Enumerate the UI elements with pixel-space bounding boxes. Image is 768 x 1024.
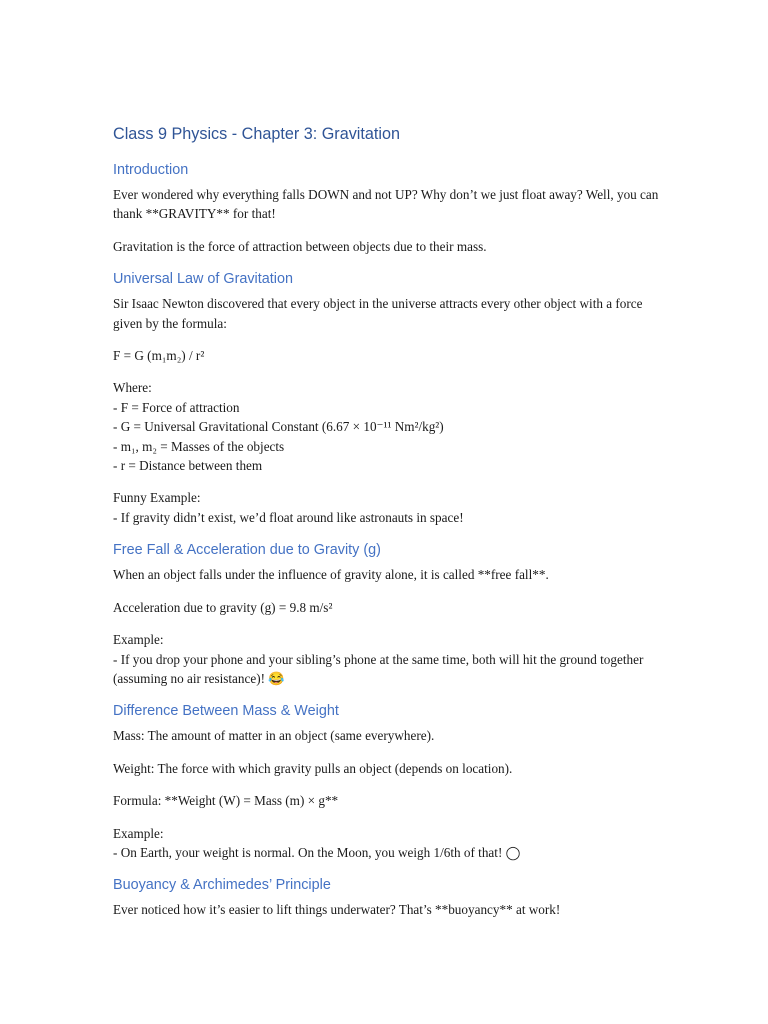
section-introduction — [113, 160, 673, 256]
text-line: Ever noticed how it’s easier to lift things underwater? That’s **buoyancy** at work! — [113, 902, 561, 918]
text-line: Formula: **Weight (W) = Mass (m) × g** — [113, 793, 339, 809]
paragraph — [113, 726, 673, 745]
text-line: - On Earth, your weight is normal. On the Moon, you weigh 1/6th of that! ◯ — [113, 844, 521, 860]
text-line: - r = Distance between them — [113, 458, 263, 474]
section-universal-law — [113, 269, 673, 527]
text-line: - If you drop your phone and your sibling’s phone at the same time, both will hit the ground together (assuming no air resistance)! 😂 — [113, 651, 644, 686]
paragraph — [113, 294, 673, 333]
paragraph — [113, 378, 673, 475]
paragraph — [113, 759, 673, 778]
formula — [113, 598, 673, 617]
text-line: - F = Force of attraction — [113, 399, 240, 415]
paragraph — [113, 185, 673, 224]
text-line: Weight: The force with which gravity pulls an object (depends on location). — [113, 760, 513, 776]
section-free-fall — [113, 540, 673, 688]
text-line: Mass: The amount of matter in an object (same everywhere). — [113, 728, 435, 744]
text-line: Example: — [113, 825, 164, 841]
document-page — [113, 122, 673, 933]
formula — [113, 791, 673, 810]
document-title: Class 9 Physics - Chapter 3: Gravitation — [113, 125, 400, 143]
text-line: - m₁, m₂ = Masses of the objects — [113, 438, 285, 454]
text-line: Sir Isaac Newton discovered that every object in the universe attracts every other object with a force given by the formula: — [113, 296, 643, 331]
text-line: Gravitation is the force of attraction between objects due to their mass. — [113, 238, 487, 254]
text-line: - If gravity didn’t exist, we’d float around like astronauts in space! — [113, 509, 464, 525]
paragraph — [113, 565, 673, 584]
formula — [113, 346, 673, 365]
text-line: - G = Universal Gravitational Constant (6.67 × 10⁻¹¹ Nm²/kg²) — [113, 419, 444, 435]
section-heading: Universal Law of Gravitation — [113, 271, 293, 288]
text-line: When an object falls under the influence of gravity alone, it is called **free fall**. — [113, 567, 549, 583]
section-buoyancy — [113, 875, 673, 919]
section-mass-weight — [113, 701, 673, 862]
text-line: F = G (m₁m₂) / r² — [113, 348, 205, 364]
paragraph — [113, 630, 673, 688]
text-line: Acceleration due to gravity (g) = 9.8 m/s² — [113, 599, 333, 615]
text-line: Example: — [113, 632, 164, 648]
section-heading: Difference Between Mass & Weight — [113, 703, 339, 720]
section-heading: Free Fall & Acceleration due to Gravity (g) — [113, 542, 381, 559]
section-heading: Buoyancy & Archimedes’ Principle — [113, 877, 331, 894]
paragraph — [113, 237, 673, 256]
paragraph — [113, 824, 673, 863]
text-line: Ever wondered why everything falls DOWN and not UP? Why don’t we just float away? Well, you can thank **GRAVITY** for that! — [113, 187, 659, 222]
text-line: Where: — [113, 380, 152, 396]
text-line: Funny Example: — [113, 490, 201, 506]
paragraph — [113, 488, 673, 527]
paragraph — [113, 900, 673, 919]
section-heading: Introduction — [113, 162, 189, 178]
